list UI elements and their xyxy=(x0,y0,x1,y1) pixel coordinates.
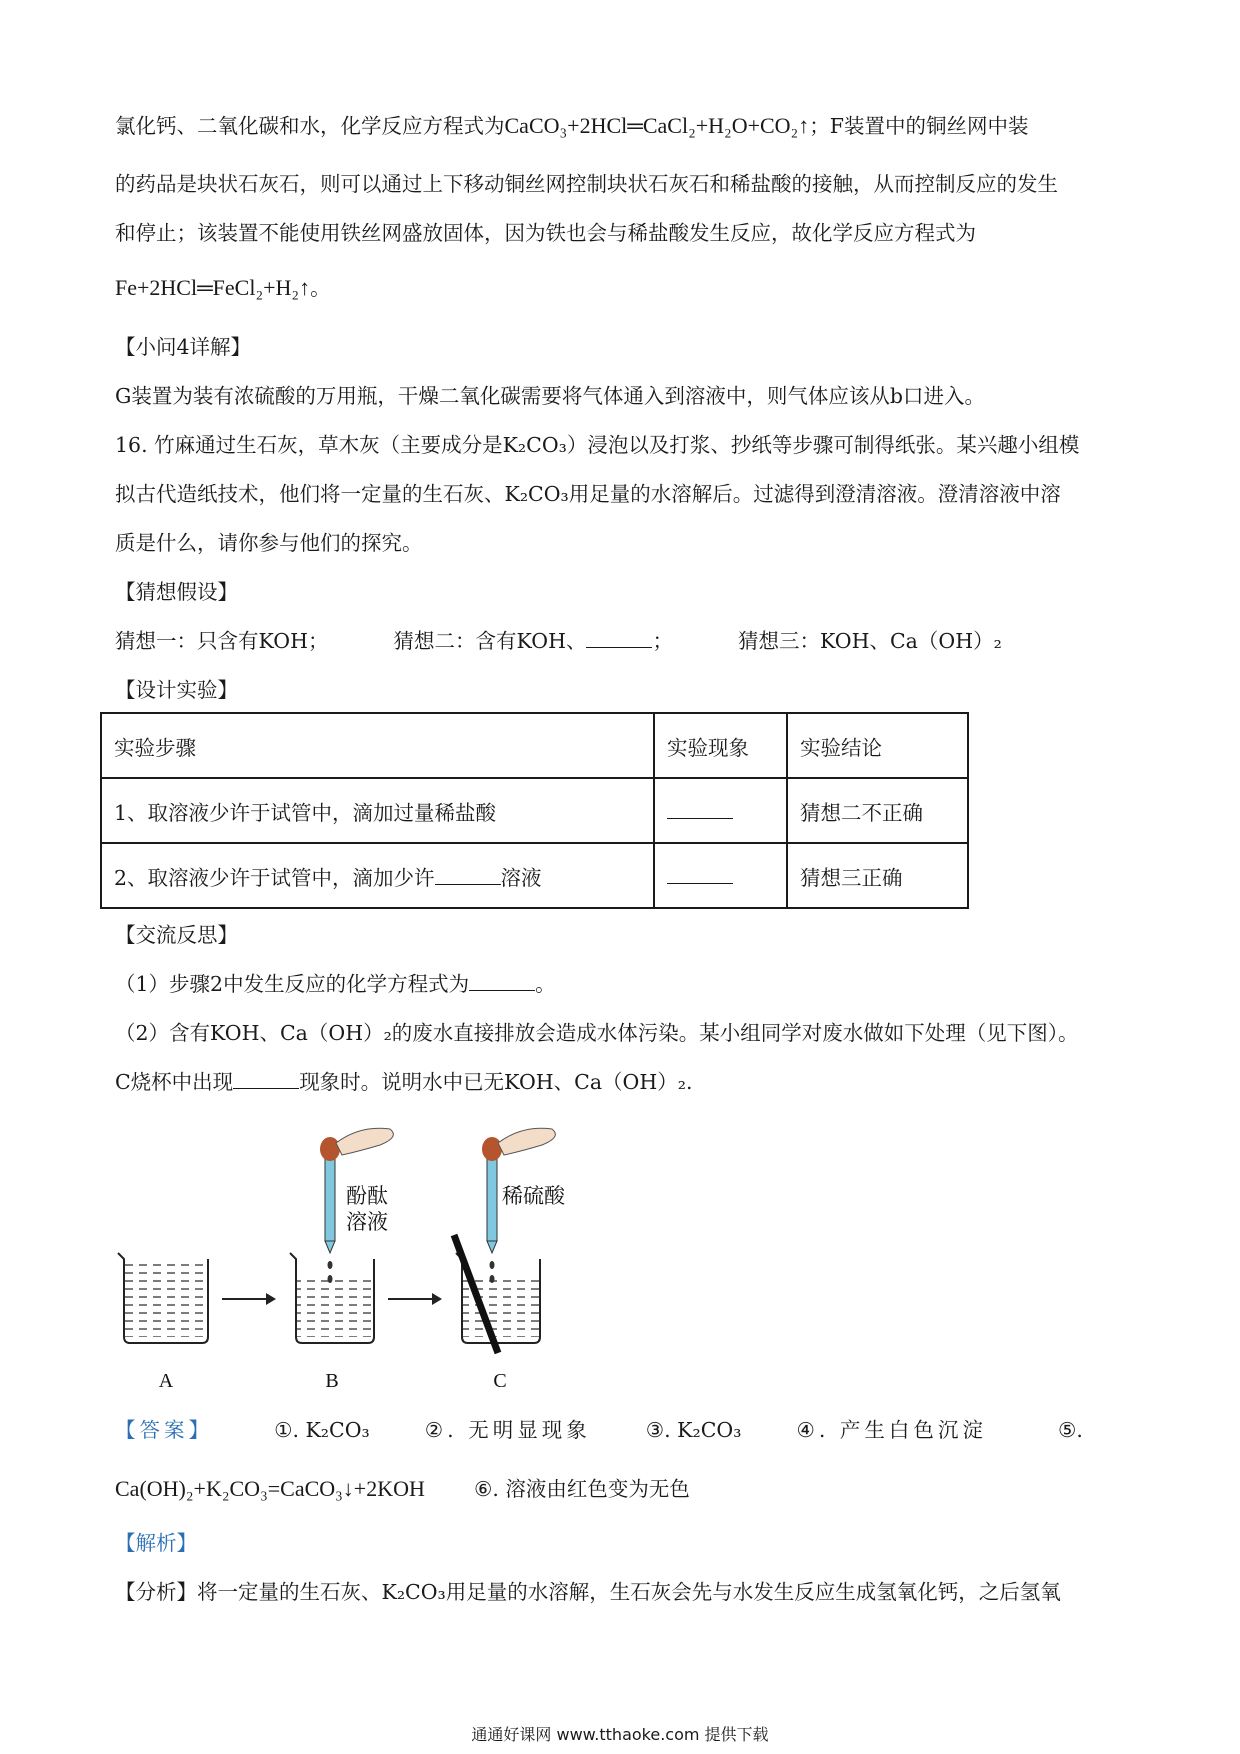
hypothesis-1: 猜想一：只含有KOH； xyxy=(115,629,329,653)
analysis-text: 【分析】将一定量的生石灰、K₂CO₃用足量的水溶解，生石灰会先与水发生反应生成氢氧化钙，之后氢氧 xyxy=(115,1580,1061,1604)
analysis-label: 【解析】 xyxy=(115,1531,197,1555)
table-cell-step: 1、取溶液少许于试管中，滴加过量稀盐酸 xyxy=(101,778,654,843)
reflection-2-line-1: （2）含有KOH、Ca（OH）₂的废水直接排放会造成水体污染。某小组同学对废水做如下处理（见下图）。 xyxy=(115,1021,1079,1045)
table-cell-conclusion: 猜想二不正确 xyxy=(787,778,968,843)
table-row xyxy=(101,778,968,843)
answer-4: ④. 产生白色沉淀 xyxy=(796,1418,987,1442)
reflection-2-line-2: C烧杯中出现 现象时。说明水中已无KOH、Ca（OH）₂. xyxy=(115,1070,693,1094)
hypothesis-2: 猜想二：含有KOH、 ； xyxy=(393,629,673,653)
beaker-c xyxy=(454,1235,540,1353)
beaker-experiment-figure xyxy=(110,1125,590,1395)
table-cell-conclusion: 猜想三正确 xyxy=(787,843,968,908)
section-heading-sub4: 【小问4详解】 xyxy=(115,335,252,359)
reflection-1: （1）步骤2中发生反应的化学方程式为 。 xyxy=(115,972,556,996)
experiment-table xyxy=(100,712,969,909)
question-16-line-3: 质是什么，请你参与他们的探究。 xyxy=(115,531,423,555)
hypothesis-line xyxy=(115,626,1002,656)
label-solution: 溶液 xyxy=(346,1210,388,1234)
answer-blank xyxy=(586,627,652,648)
beaker-label-a: A xyxy=(158,1370,174,1392)
answer-blank xyxy=(469,970,535,991)
answer-5: ⑤. xyxy=(1057,1418,1083,1442)
table-header-step: 实验步骤 xyxy=(101,713,654,778)
table-row xyxy=(101,843,968,908)
arrow-right-icon xyxy=(222,1293,276,1305)
page-footer: 通通好课网 www.tthaoke.com 提供下载 xyxy=(471,1725,769,1744)
paragraph-line-1: 氯化钙、二氧化碳和水，化学反应方程式为CaCO₃+2HCl═CaCl₂+H₂O+CO₂↑；F装置中的铜丝网中装 xyxy=(115,113,1029,138)
paragraph-line-3: 和停止；该装置不能使用铁丝网盛放固体，因为铁也会与稀盐酸发生反应，故化学反应方程式为 xyxy=(115,221,976,245)
question-16-line-2: 拟古代造纸技术，他们将一定量的生石灰、K₂CO₃用足量的水溶解后。过滤得到澄清溶液。澄清溶液中溶 xyxy=(115,482,1061,506)
answer-1: ①. K₂CO₃ xyxy=(274,1418,370,1442)
beaker-a xyxy=(118,1253,208,1343)
table-cell-step: 2、取溶液少许于试管中，滴加少许 溶液 xyxy=(101,843,654,908)
table-header-row xyxy=(101,713,968,778)
answer-equation: Ca(OH)₂+K₂CO₃=CaCO₃↓+2KOH xyxy=(115,1476,425,1501)
answer-line-2 xyxy=(115,1474,690,1504)
table-cell-phenomenon xyxy=(654,843,787,908)
hypothesis-3: 猜想三：KOH、Ca（OH）₂ xyxy=(738,629,1002,653)
arrow-right-icon xyxy=(388,1293,442,1305)
equation-fe: Fe+2HCl═FeCl₂+H₂↑ xyxy=(115,275,311,300)
answer-blank xyxy=(233,1068,299,1089)
answer-line-1 xyxy=(115,1415,1083,1445)
paragraph-line-2: 的药品是块状石灰石，则可以通过上下移动铜丝网控制块状石灰石和稀盐酸的接触，从而控制反应的发生 xyxy=(115,172,1058,196)
answer-blank xyxy=(667,798,733,819)
answer-blank xyxy=(435,864,501,885)
answer-2: ②. 无明显现象 xyxy=(424,1418,591,1442)
table-header-phenomenon: 实验现象 xyxy=(654,713,787,778)
beaker-label-c: C xyxy=(493,1370,507,1392)
section-heading-hypothesis: 【猜想假设】 xyxy=(115,580,238,604)
equation-caco3: CaCO₃+2HCl═CaCl₂+H₂O+CO₂↑ xyxy=(504,113,810,138)
paragraph-line-4: Fe+2HCl═FeCl₂+H₂↑。 xyxy=(115,275,331,300)
label-dilute-sulfuric-acid: 稀硫酸 xyxy=(502,1184,565,1208)
table-cell-phenomenon xyxy=(654,778,787,843)
answer-6: ⑥. 溶液由红色变为无色 xyxy=(473,1477,690,1501)
beaker-label-b: B xyxy=(325,1370,339,1392)
sub4-text: G装置为装有浓硫酸的万用瓶，干燥二氧化碳需要将气体通入到溶液中，则气体应该从b口进入。 xyxy=(115,384,985,408)
answer-blank xyxy=(667,863,733,884)
section-heading-reflection: 【交流反思】 xyxy=(115,923,238,947)
answer-label: 【答案】 xyxy=(115,1418,213,1442)
answer-3: ③. K₂CO₃ xyxy=(645,1418,742,1442)
table-header-conclusion: 实验结论 xyxy=(787,713,968,778)
question-16-line-1: 16. 竹麻通过生石灰，草木灰（主要成分是K₂CO₃）浸泡以及打浆、抄纸等步骤可制得纸张。某兴趣小组模 xyxy=(115,433,1080,457)
section-heading-design: 【设计实验】 xyxy=(115,678,238,702)
label-phenolphthalein: 酚酞 xyxy=(346,1184,388,1208)
